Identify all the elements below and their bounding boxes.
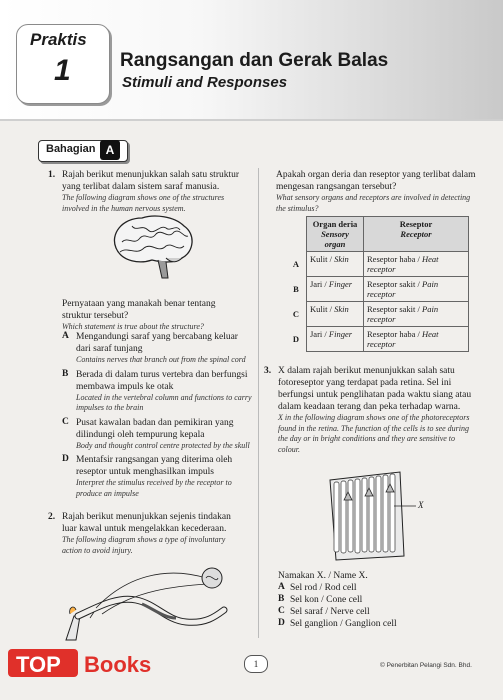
- table-header-receptor: Reseptor Receptor: [364, 217, 469, 252]
- q1-option-c[interactable]: C Pusat kawalan badan dan pemikiran yang dilindungi oleh tempurung kepala Body and thought control centre protected by the skull: [62, 416, 250, 450]
- q3-answers: [278, 570, 468, 630]
- q2-answer-table: [286, 216, 469, 352]
- q3-option-a[interactable]: A Sel rod / Rod cell: [278, 582, 357, 593]
- q1-stem-en: The following diagram shows one of the structures involved in the human nervous system.: [62, 193, 225, 213]
- praktis-number: 1: [54, 54, 71, 87]
- page-number: 1: [244, 655, 268, 673]
- topbooks-logo: [6, 645, 181, 681]
- praktis-label: Praktis: [30, 30, 87, 49]
- q2-question-en: What sensory organs and receptors are involved in detecting the stimulus?: [276, 193, 471, 213]
- column-divider: [258, 168, 259, 638]
- brain-illustration: [108, 212, 198, 282]
- q3-stem-en: X in the following diagram shows one of the photoreceptors found in the retina. The function of the cells is to see during the day or in bright conditions and they are sensitive to colour.: [278, 413, 470, 454]
- q2-question: [276, 169, 476, 214]
- q2-stem: [62, 511, 247, 556]
- q3-question: Namakan X. / Name X.: [278, 571, 368, 581]
- q3-option-d[interactable]: D Sel ganglion / Ganglion cell: [278, 618, 397, 629]
- table-row[interactable]: B Jari / Finger Reseptor sakit / Pain receptor: [286, 277, 469, 302]
- q1-number: 1.: [48, 170, 56, 180]
- q1-stem: [62, 169, 247, 214]
- retina-diagram: [320, 470, 430, 562]
- q3-option-c[interactable]: C Sel saraf / Nerve cell: [278, 606, 370, 617]
- q1-question-en: Which statement is true about the structure?: [62, 322, 204, 331]
- table-row[interactable]: D Jari / Finger Reseptor haba / Heat receptor: [286, 327, 469, 352]
- q2-question-ms: Apakah organ deria dan reseptor yang terlibat dalam mengesan rangsangan tersebut?: [276, 170, 476, 192]
- x-label: X: [418, 500, 424, 510]
- publisher-credit: © Penerbitan Pelangi Sdn. Bhd.: [380, 662, 472, 669]
- svg-text:TOP: TOP: [16, 652, 61, 677]
- header-rule: [0, 119, 503, 121]
- q1-stem-ms: Rajah berikut menunjukkan salah satu struktur yang terlibat dalam sistem saraf manusia.: [62, 170, 240, 192]
- q3-option-b[interactable]: B Sel kon / Cone cell: [278, 594, 363, 605]
- chapter-title-ms: Rangsangan dan Gerak Balas: [120, 50, 389, 71]
- q1-option-a[interactable]: A Mengandungi saraf yang bercabang keluar dari saraf tunjang Contains nerves that branch out from the spinal cord: [62, 331, 246, 364]
- section-letter: A: [100, 140, 120, 160]
- table-header-organ: Organ deria Sensory organ: [307, 217, 364, 252]
- table-row[interactable]: C Kulit / Skin Reseptor sakit / Pain receptor: [286, 302, 469, 327]
- svg-text:Books: Books: [84, 652, 152, 677]
- q1-option-d[interactable]: D Mentafsir rangsangan yang diterima oleh reseptor untuk menghasilkan impuls Interpret the stimulus received by the receptor to produce an impulse: [62, 454, 233, 498]
- q2-stem-en: The following diagram shows a type of involuntary action to avoid injury.: [62, 535, 226, 555]
- q3-stem-ms: X dalam rajah berikut menunjukkan salah satu fotoreseptor yang terdapat pada retina. Sel ini berfungsi untuk penglihatan pada waktu siang atau dalam keadaan terang dan peka terhadap warna.: [278, 366, 472, 412]
- q1-option-b[interactable]: B Berada di dalam turus vertebra dan berfungsi membawa impuls ke otak Located in the vertebral column and functions to carry impulses to the brain: [62, 368, 252, 412]
- reflex-arc-illustration: [56, 556, 246, 648]
- q3-stem: [278, 365, 476, 455]
- table-row[interactable]: A Kulit / Skin Reseptor haba / Heat receptor: [286, 252, 469, 277]
- q2-stem-ms: Rajah berikut menunjukkan sejenis tindakan luar kawal untuk mengelakkan kecederaan.: [62, 512, 231, 534]
- q1-options: [62, 331, 252, 499]
- q1-question: [62, 298, 247, 333]
- section-label: Bahagian: [46, 143, 96, 155]
- q1-question-ms: Pernyataan yang manakah benar tentang struktur tersebut?: [62, 299, 216, 321]
- chapter-title-en: Stimuli and Responses: [122, 74, 288, 91]
- q3-number: 3.: [264, 366, 272, 376]
- q2-number: 2.: [48, 512, 56, 522]
